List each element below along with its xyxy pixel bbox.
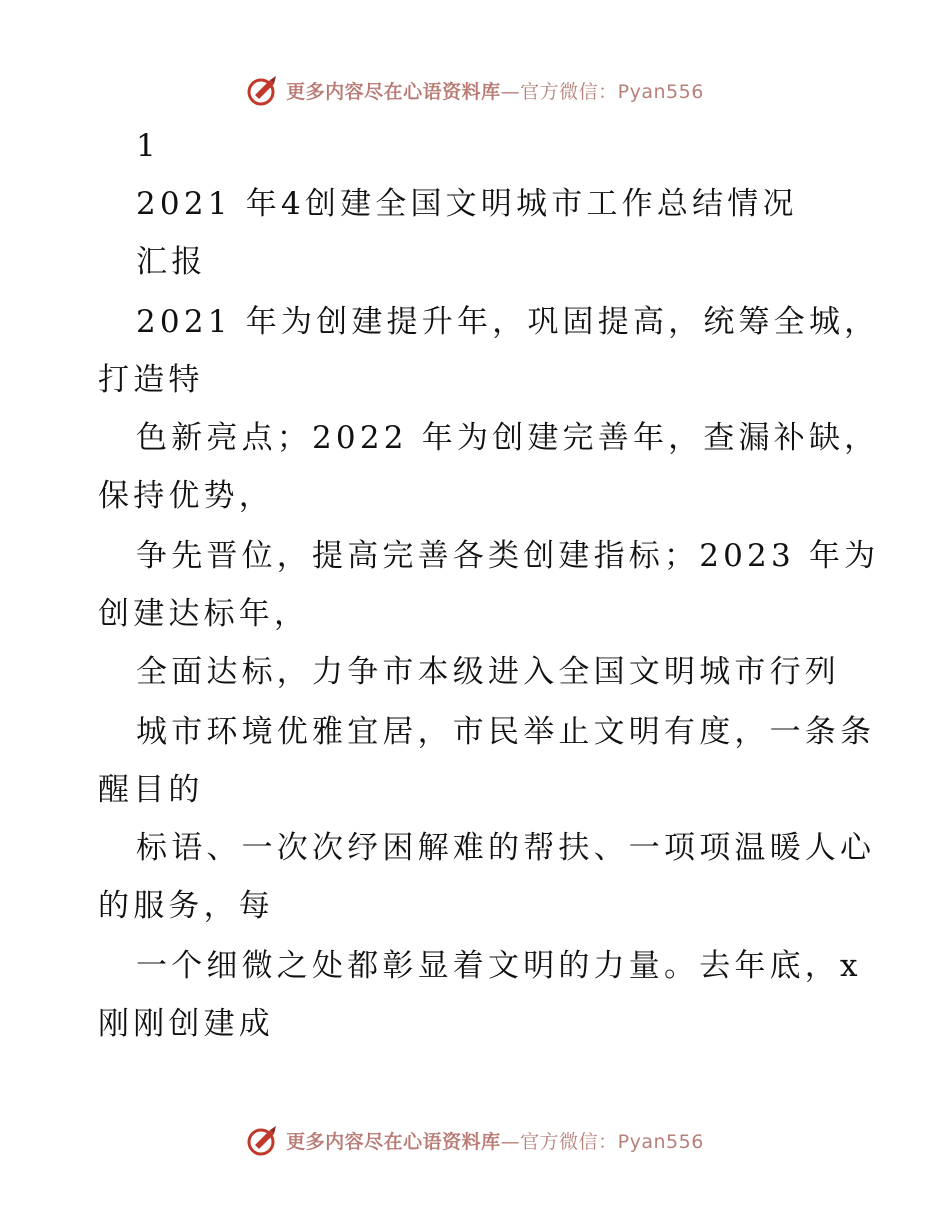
header-banner-sep: —	[500, 80, 521, 103]
doc-line: 争先晋位，提高完善各类创建指标；2023 年为	[136, 538, 880, 574]
doc-line: 打造特	[98, 362, 204, 398]
doc-line: 2021 年为创建提升年，巩固提高，统筹全城，	[136, 304, 880, 340]
doc-line: 保持优势，	[98, 478, 274, 514]
doc-title-line: 2021 年4创建全国文明城市工作总结情况	[136, 186, 798, 222]
doc-line: 的服务，每	[98, 888, 274, 924]
doc-line: 全面达标，力争市本级进入全国文明城市行列	[136, 654, 840, 690]
header-banner-contact: 官方微信：Pyan556	[520, 80, 704, 103]
pen-logo-icon	[246, 1123, 280, 1157]
doc-line: 色新亮点；2022 年为创建完善年，查漏补缺，	[136, 420, 880, 456]
doc-line: 标语、一次次纾困解难的帮扶、一项项温暖人心	[136, 830, 876, 866]
doc-line: 1	[136, 128, 160, 164]
doc-line: 醒目的	[98, 772, 204, 808]
header-banner-main: 更多内容尽在心语资料库	[286, 80, 501, 103]
footer-banner-text	[286, 1127, 704, 1154]
doc-line: 城市环境优雅宜居，市民举止文明有度，一条条	[136, 714, 876, 750]
doc-line: 汇报	[136, 244, 207, 280]
footer-banner-contact: 官方微信：Pyan556	[520, 1130, 704, 1153]
footer-banner-main: 更多内容尽在心语资料库	[286, 1130, 501, 1153]
doc-line: 创建达标年，	[98, 596, 310, 632]
footer-banner-sep: —	[500, 1130, 521, 1153]
footer-banner	[0, 1120, 950, 1160]
doc-line: 一个细微之处都彰显着文明的力量。去年底，x	[136, 948, 862, 984]
doc-line: 刚刚创建成	[98, 1006, 274, 1042]
